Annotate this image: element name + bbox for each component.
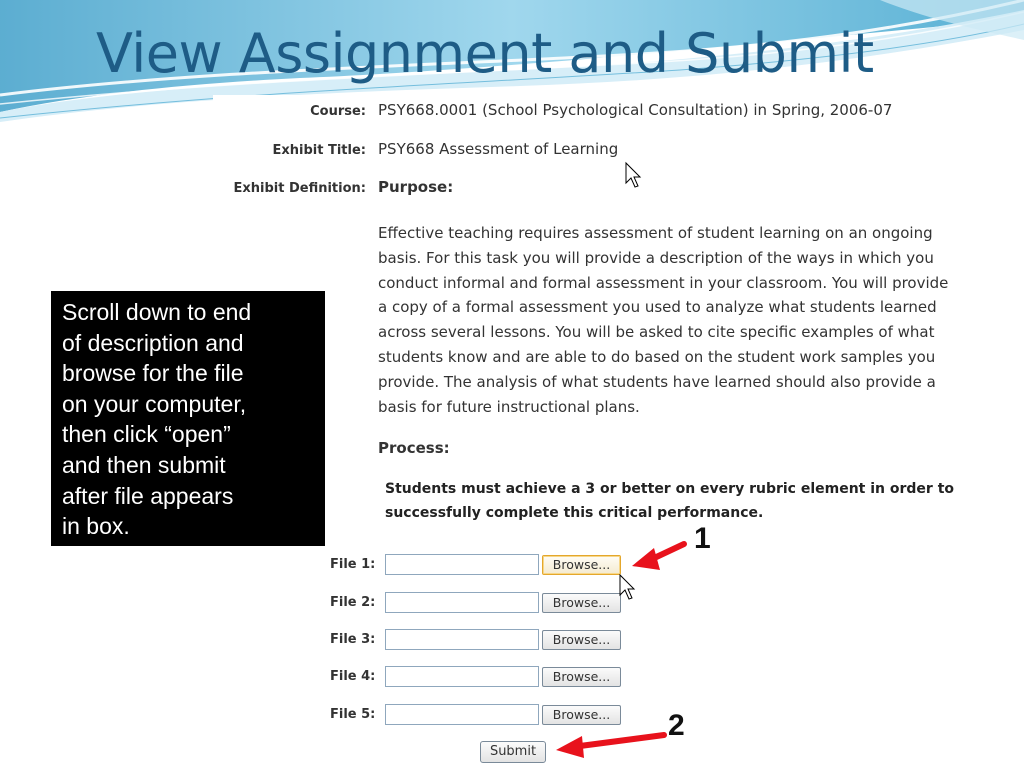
file-2-label: File 2: [330,595,376,610]
description-line: Effective teaching requires assessment of student learning on an ongoing [378,224,933,242]
file-3-label: File 3: [330,632,376,647]
file-1-input[interactable] [385,554,539,575]
callout-line: on your computer, [62,390,247,417]
instruction-callout [51,291,325,546]
file-4-input[interactable] [385,666,539,687]
file-3-browse-button[interactable]: Browse... [542,630,621,650]
callout-line: Scroll down to end [62,299,252,325]
step-2-number: 2 [668,709,685,742]
callout-line: in box. [62,513,130,540]
callout-line: and then submit [62,451,226,478]
description-line: across several lessons. You will be asked to cite specific examples of what [378,323,935,342]
exhibit-title-label: Exhibit Title: [272,143,366,158]
step-1-number: 1 [694,522,711,555]
requirement-text [385,478,975,525]
file-1-label: File 1: [330,557,376,572]
course-value: PSY668.0001 (School Psychological Consultation) in Spring, 2006-07 [378,101,893,119]
callout-line: browse for the file [62,360,244,387]
file-2-input[interactable] [385,592,539,613]
file-5-browse-button[interactable]: Browse... [542,705,621,725]
submit-button[interactable]: Submit [480,741,546,763]
callout-line: of description and [62,329,244,356]
requirement-line: Students must achieve a 3 or better on every rubric element in order to [385,481,955,497]
purpose-heading: Purpose: [378,178,454,196]
purpose-description [378,221,998,419]
description-line: conduct informal and formal assessment in your classroom. You will provide [378,273,949,292]
file-4-label: File 4: [330,669,376,684]
slide-title: View Assignment and Submit [96,22,874,85]
callout-line: then click “open” [62,421,231,448]
description-line: students know and are able to do based on the student work samples you [378,347,936,366]
description-line: provide. The analysis of what students have learned should also provide a [378,372,936,391]
requirement-line: successfully complete this critical performance. [385,504,764,521]
exhibit-title-value: PSY668 Assessment of Learning [378,140,619,158]
description-line: basis for future instructional plans. [378,397,640,416]
description-line: a copy of a formal assessment you used to analyze what students learned [378,298,937,317]
file-2-browse-button[interactable]: Browse... [542,593,621,613]
process-heading: Process: [378,439,450,457]
file-5-label: File 5: [330,707,376,722]
file-5-input[interactable] [385,704,539,725]
callout-line: after file appears [62,482,234,509]
exhibit-definition-label: Exhibit Definition: [233,181,366,196]
file-3-input[interactable] [385,629,539,650]
file-4-browse-button[interactable]: Browse... [542,667,621,687]
description-line: basis. For this task you will provide a description of the ways in which you [378,248,934,267]
file-1-browse-button[interactable]: Browse... [542,555,621,575]
course-label: Course: [310,104,366,119]
